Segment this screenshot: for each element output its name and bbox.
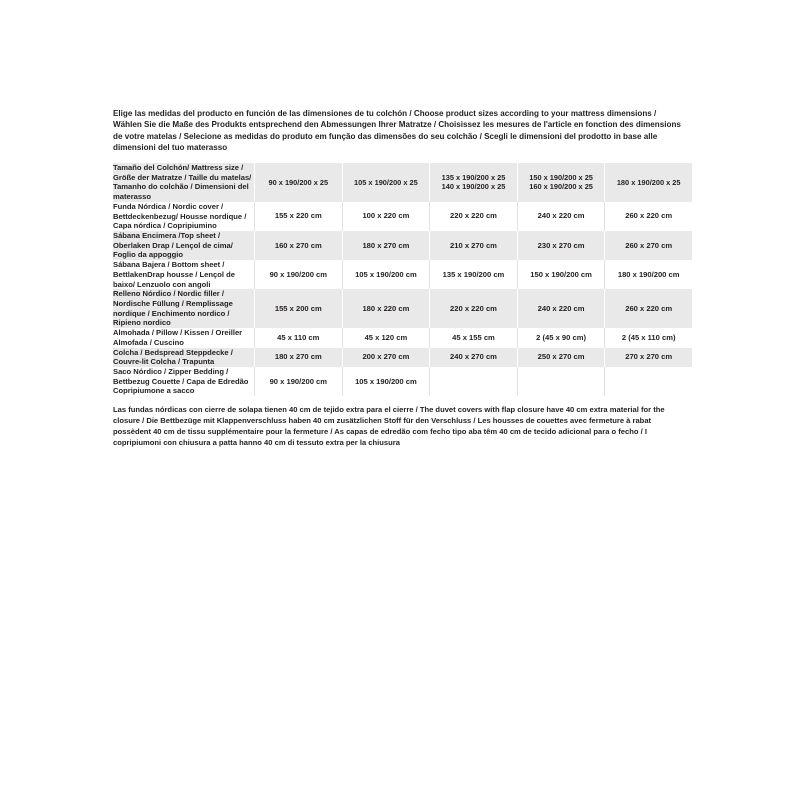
table-row <box>113 289 692 328</box>
row-value: 135 x 190/200 cm <box>430 260 518 289</box>
row-value: 260 x 220 cm <box>605 202 692 231</box>
row-value: 2 (45 x 110 cm) <box>605 328 692 347</box>
table-header-row <box>113 163 692 202</box>
header-col-5-line-1: 180 x 190/200 x 25 <box>616 177 681 187</box>
row-value: 90 x 190/200 cm <box>255 260 343 289</box>
row-value: 200 x 270 cm <box>342 348 430 367</box>
table-row <box>113 328 692 347</box>
row-value: 155 x 200 cm <box>255 289 343 328</box>
table-row <box>113 367 692 396</box>
row-value: 150 x 190/200 cm <box>517 260 605 289</box>
header-col-4-line-1: 150 x 190/200 x 25 <box>529 172 593 182</box>
header-col-1 <box>255 163 343 202</box>
row-value: 240 x 220 cm <box>517 289 605 328</box>
header-col-3 <box>430 163 518 202</box>
row-value: 155 x 220 cm <box>255 202 343 231</box>
row-value <box>430 367 518 396</box>
row-value <box>517 367 605 396</box>
header-col-4 <box>517 163 605 202</box>
table-row <box>113 231 692 260</box>
row-value: 45 x 120 cm <box>342 328 430 347</box>
row-label: Relleno Nórdico / Nordic filler / Nordische Füllung / Remplissage nordique / Enchimento nordico / Ripieno nordico <box>113 289 255 328</box>
row-value: 260 x 220 cm <box>605 289 692 328</box>
size-chart-content <box>113 108 687 448</box>
row-label: Sábana Encimera /Top sheet / Oberlaken Drap / Lençol de cima/ Foglio da appoggio <box>113 231 255 260</box>
row-label: Saco Nórdico / Zipper Bedding / Bettbezug Couette / Capa de Edredão Copripiumone a sacco <box>113 367 255 396</box>
row-value: 180 x 270 cm <box>342 231 430 260</box>
row-value: 220 x 220 cm <box>430 289 518 328</box>
row-value: 210 x 270 cm <box>430 231 518 260</box>
row-value: 90 x 190/200 cm <box>255 367 343 396</box>
row-value: 270 x 270 cm <box>605 348 692 367</box>
table-row <box>113 348 692 367</box>
row-value: 105 x 190/200 cm <box>342 260 430 289</box>
footnote-text: Las fundas nórdicas con cierre de solapa tienen 40 cm de tejido extra para el cierre / The duvet covers with flap closure have 40 cm extra material for the closure / Die Bettbezüge mit Klappenverschluss haben 40 cm zusätzlichen Stoff für den Verschluss / Les housses de couettes avec fermeture à rabat possèdent 40 cm de tissu supplémentaire pour la fermeture / As capas de edredão com fecho tipo aba têm 40 cm de tecido adicional para o fecho / I copripiumoni con chiusura a patta hanno 40 cm di tessuto extra per la chiusura <box>113 405 665 448</box>
header-col-3-line-1: 135 x 190/200 x 25 <box>441 172 506 182</box>
row-value: 180 x 220 cm <box>342 289 430 328</box>
table-row <box>113 260 692 289</box>
row-value: 100 x 220 cm <box>342 202 430 231</box>
row-value: 220 x 220 cm <box>430 202 518 231</box>
size-table <box>113 163 692 396</box>
row-value: 105 x 190/200 cm <box>342 367 430 396</box>
row-label: Sábana Bajera / Bottom sheet / BettlakenDrap housse / Lençol de baixo/ Lenzuolo con angoli <box>113 260 255 289</box>
row-label: Funda Nórdica / Nordic cover / Bettdeckenbezug/ Housse nordique / Capa nórdica / Copripiumino <box>113 202 255 231</box>
header-label-cell: Tamaño del Colchón/ Mattress size / Größe der Matratze / Taille du matelas/ Tamanho do colchão / Dimensioni del materasso <box>113 163 255 202</box>
row-label: Colcha / Bedspread Steppdecke / Couvre-lit Colcha / Trapunta <box>113 348 255 367</box>
row-value: 160 x 270 cm <box>255 231 343 260</box>
row-value <box>605 367 692 396</box>
row-value: 230 x 270 cm <box>517 231 605 260</box>
header-col-3-line-2: 140 x 190/200 x 25 <box>441 182 506 192</box>
header-col-1-line-1: 90 x 190/200 x 25 <box>268 177 329 187</box>
row-value: 180 x 190/200 cm <box>605 260 692 289</box>
header-col-5 <box>605 163 692 202</box>
row-value: 250 x 270 cm <box>517 348 605 367</box>
header-col-2 <box>342 163 430 202</box>
row-value: 260 x 270 cm <box>605 231 692 260</box>
row-value: 180 x 270 cm <box>255 348 343 367</box>
row-value: 2 (45 x 90 cm) <box>517 328 605 347</box>
header-col-4-line-2: 160 x 190/200 x 25 <box>529 182 593 192</box>
row-value: 240 x 270 cm <box>430 348 518 367</box>
row-value: 45 x 155 cm <box>430 328 518 347</box>
table-row <box>113 202 692 231</box>
row-value: 240 x 220 cm <box>517 202 605 231</box>
intro-text: Elige las medidas del producto en función de las dimensiones de tu colchón / Choose product sizes according to your mattress dimensions / Wählen Sie die Maße des Produkts entsprechend den Abmessungen Ihrer Matratze / Choisissez les mesures de l'article en fonction des dimensions de votre matelas / Selecione as medidas do produto em função das dimensões do seu colchão / Scegli le dimensioni del prodotto in base alle dimensioni del tuo materasso <box>113 109 681 153</box>
row-label: Almohada / Pillow / Kissen / Oreiller Almofada / Cuscino <box>113 328 255 347</box>
row-value: 45 x 110 cm <box>255 328 343 347</box>
header-col-2-line-1: 105 x 190/200 x 25 <box>354 177 418 187</box>
